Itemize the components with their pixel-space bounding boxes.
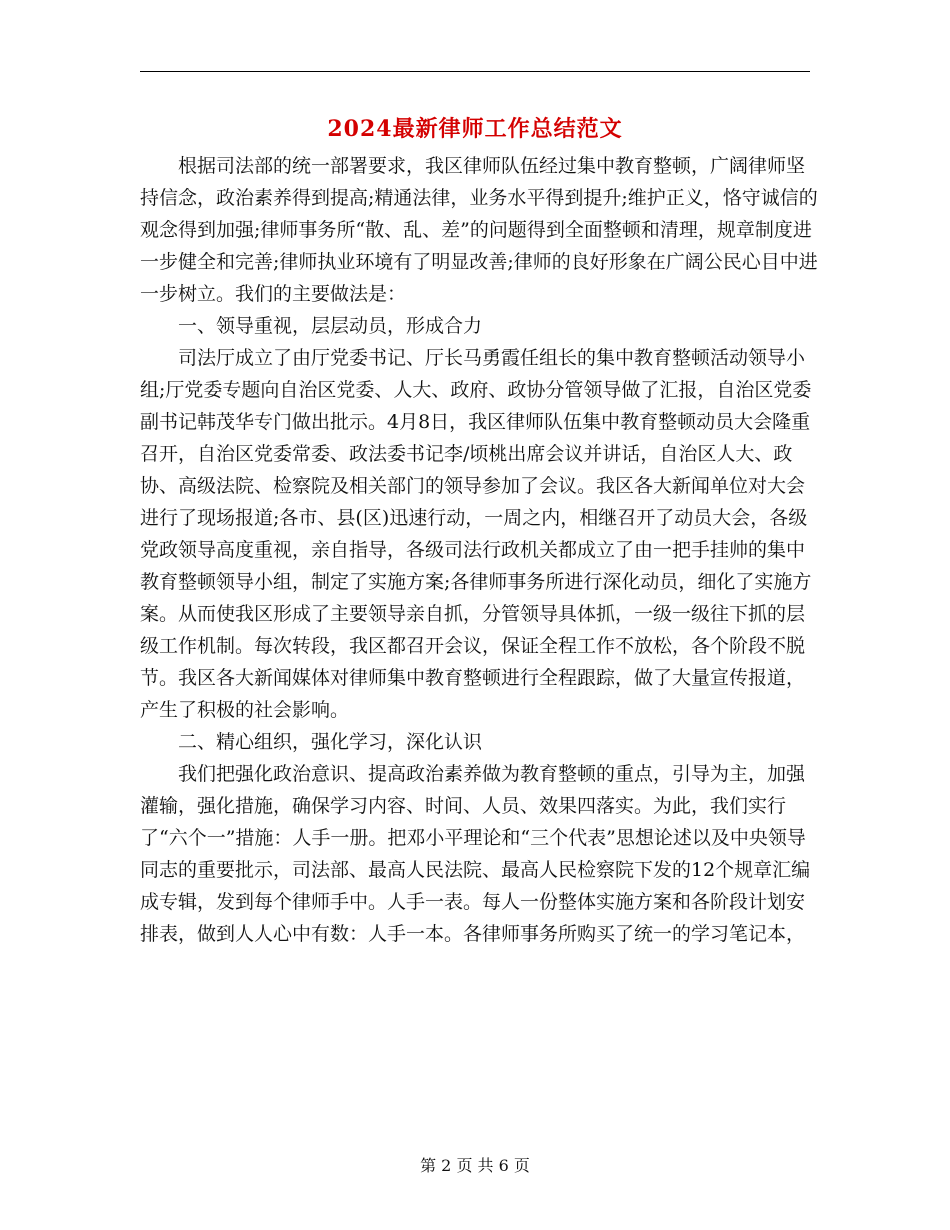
page-number-footer: 第 2 页 共 6 页 xyxy=(420,1156,530,1175)
section-heading-1: 一、领导重视，层层动员，形成合力 xyxy=(178,315,483,337)
paragraph-section-1: 司法厅成立了由厅党委书记、厅长马勇霞任组长的集中教育整顿活动领导小组;厅党委专题向自治区党委、人大、政府、政协分管领导做了汇报，自治区党委副书记韩茂华专门做出批示。4月8日，我区律师队伍集中教育整顿动员大会隆重召开，自治区党委常委、政法委书记李/顷桃出席会议并讲话，自治区人大、政协、高级法院、检察院及相关部门的领导参加了会议。我区各大新闻单位对大会进行了现场报道;各市、县(区)迅速行动，一周之内，相继召开了动员大会，各级党政领导高度重视，亲自指导，各级司法行政机关都成立了由一把手挂帅的集中教育整顿领导小组，制定了实施方案;各律师事务所进行深化动员，细化了实施方案。从而使我区形成了主要领导亲自抓，分管领导具体抓，一级一级往下抓的层级工作机制。每次转段，我区都召开会议，保证全程工作不放松，各个阶段不脱节。我区各大新闻媒体对律师集中教育整顿进行全程跟踪，做了大量宣传报道，产生了积极的社会影响。 xyxy=(140,347,812,721)
paragraph-section-2: 我们把强化政治意识、提高政治素养做为教育整顿的重点，引导为主，加强灌输，强化措施，确保学习内容、时间、人员、效果四落实。为此，我们实行了“六个一”措施：人手一册。把邓小平理论和“三个代表”思想论述以及中央领导同志的重要批示，司法部、最高人民法院、最高人民检察院下发的12个规章汇编成专辑，发到每个律师手中。人手一表。每人一份整体实施方案和各阶段计划安排表，做到人人心中有数：人手一本。各律师事务所购买了统一的学习笔记本， xyxy=(140,763,811,945)
document-title: 2024最新律师工作总结范文 xyxy=(327,116,623,142)
document-body xyxy=(140,150,820,950)
section-heading-2: 二、精心组织，强化学习，深化认识 xyxy=(178,731,483,753)
paragraph-intro: 根据司法部的统一部署要求，我区律师队伍经过集中教育整顿，广阔律师坚持信念，政治素养得到提高;精通法律，业务水平得到提升;维护正义，恪守诚信的观念得到加强;律师事务所“散、乱、差”的问题得到全面整顿和清理，规章制度进一步健全和完善;律师执业环境有了明显改善;律师的良好形象在广阔公民心目中进一步树立。我们的主要做法是： xyxy=(140,155,818,305)
header-rule xyxy=(140,71,810,72)
